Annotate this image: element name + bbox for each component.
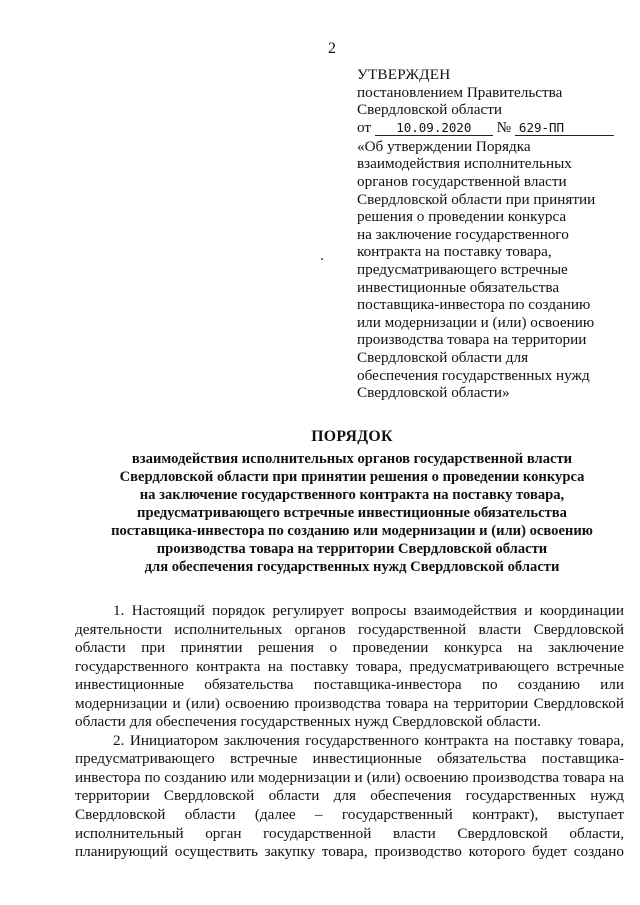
resolution-title-line: поставщика-инвестора по созданию: [357, 296, 591, 314]
approval-stamp: [357, 66, 622, 402]
approval-date-line: [357, 119, 622, 137]
approval-line: постановлением Правительства: [357, 83, 563, 101]
document-title-block: [60, 428, 640, 576]
subtitle-line: поставщика-инвестора по созданию или модернизации и (или) освоению: [111, 523, 593, 539]
resolution-title-line: или модернизации и (или) освоению: [357, 313, 595, 331]
approval-date: 10.09.2020: [375, 120, 493, 136]
resolution-title-line: взаимодействия исполнительных: [357, 155, 572, 173]
number-prefix: №: [496, 118, 512, 136]
date-prefix: от: [357, 118, 372, 136]
subtitle-line: на заключение государственного контракта на поставку товара,: [139, 487, 565, 503]
body-paragraph: 2. Инициатором заключения государственного контракта на поставку товара, предусматривающего встречные инвестиционные обязательства поставщика-инвестора по созданию или модернизации и (или) освоению производства товара на территории Свердловской области для обеспечения государственных нужд Свердловской области (далее – государственный контракт), выступает исполнительный орган государственной власти Свердловской области, планирующий осуществить закупку товара, производство которого будет создано: [75, 731, 624, 861]
resolution-title-line: органов государственной власти: [357, 172, 567, 190]
subtitle-line: производства товара на территории Свердловской области: [156, 541, 548, 557]
resolution-title-line: контракта на поставку товара,: [357, 243, 552, 261]
subtitle-line: для обеспечения государственных нужд Свердловской области: [144, 559, 560, 575]
document-body: [75, 602, 624, 862]
document-subtitle: [60, 450, 640, 576]
approval-number: 629-ПП: [515, 120, 614, 136]
subtitle-line: взаимодействия исполнительных органов государственной власти: [131, 451, 573, 467]
resolution-title-line: решения о проведении конкурса: [357, 208, 567, 226]
resolution-title-line: производства товара на территории: [357, 331, 587, 349]
resolution-title-line: инвестиционные обязательства: [357, 278, 560, 296]
approval-heading: УТВЕРЖДЕН: [357, 66, 451, 83]
scan-dot: [321, 258, 323, 260]
resolution-title-line: предусматривающего встречные: [357, 260, 568, 278]
page-number: 2: [328, 40, 336, 57]
resolution-title-line: Свердловской области»: [357, 384, 510, 402]
resolution-title-line: Свердловской области при принятии: [357, 190, 596, 208]
resolution-title-line: «Об утверждении Порядка: [357, 137, 531, 155]
document-title: ПОРЯДОК: [311, 428, 393, 445]
body-paragraph: 1. Настоящий порядок регулирует вопросы взаимодействия и координации деятельности исполнительных органов государственной власти Свердловской области при принятии решения о проведении конкурса на заключение государственного контракта на поставку товара, предусматривающего встречные инвестиционные обязательства поставщика-инвестора по созданию или модернизации и (или) освоению производства товара на территории Свердловской области для обеспечения государственных нужд Свердловской области.: [75, 602, 624, 731]
resolution-title-line: обеспечения государственных нужд: [357, 366, 590, 384]
resolution-title: [357, 138, 622, 402]
subtitle-line: Свердловской области при принятии решения о проведении конкурса: [119, 469, 585, 485]
subtitle-line: предусматривающего встречные инвестиционные обязательства: [137, 505, 567, 521]
approval-line: Свердловской области: [357, 101, 502, 119]
resolution-title-line: на заключение государственного: [357, 225, 569, 243]
resolution-title-line: Свердловской области для: [357, 348, 529, 366]
